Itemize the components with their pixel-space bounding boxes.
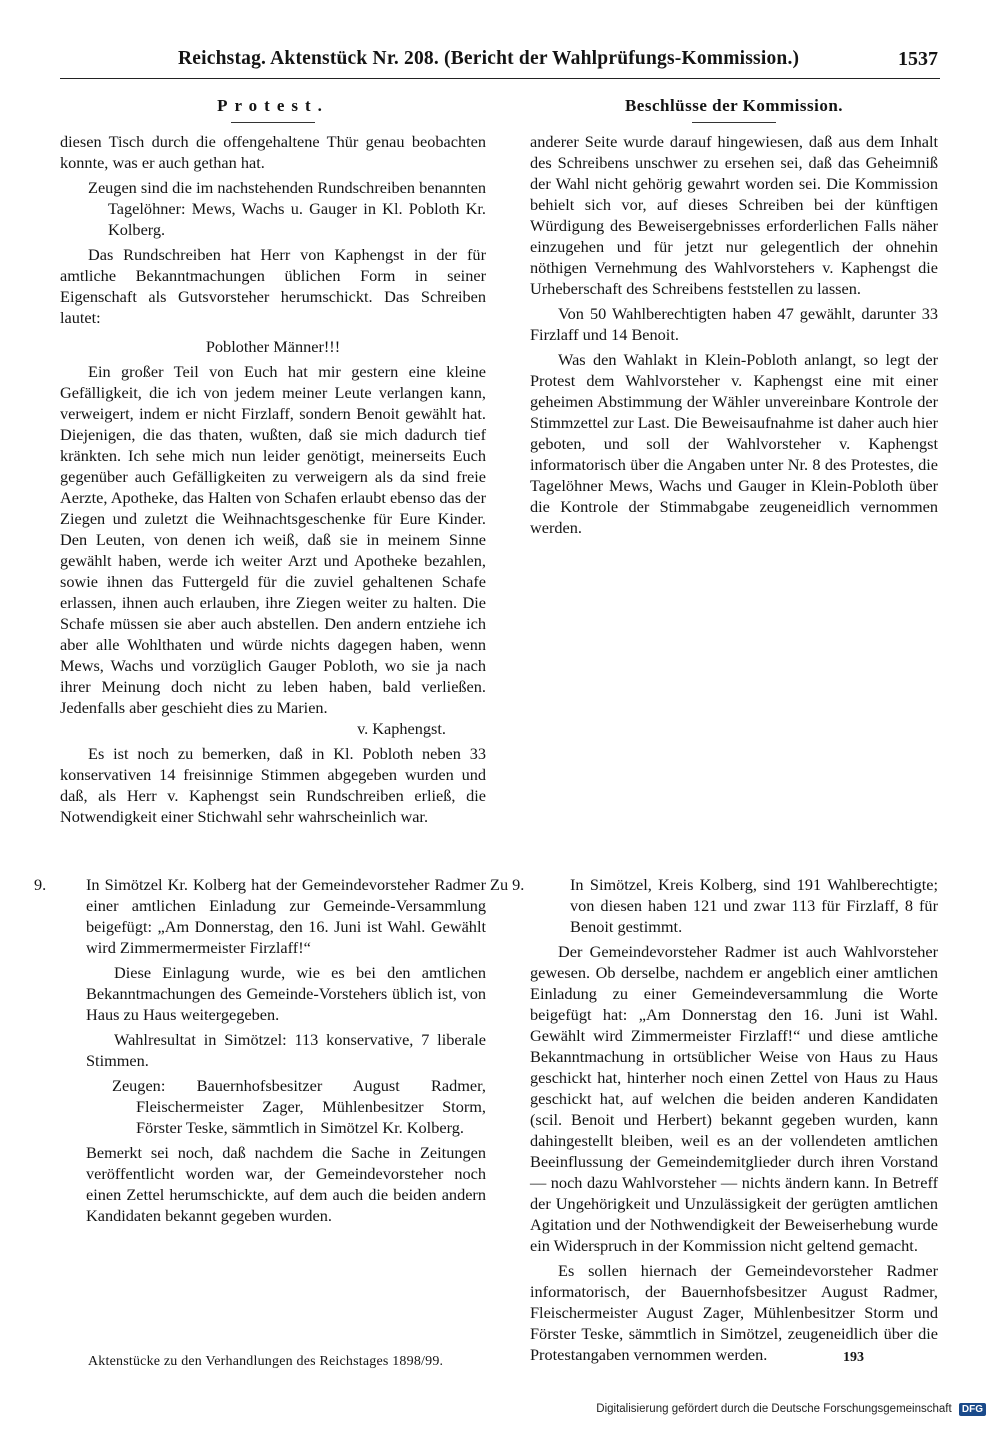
decision-item-9: [490, 874, 938, 1365]
decision-paragraph: Es sollen hiernach der Gemeindevorsteher Radmer informatorisch, der Bauernhofsbesitzer August Radmer, Fleischermeister August Zager, Mühlenbesitzer Storm und Förster Teske, sämmtlich in Simötzel, zeugeneidlich über die Protestangaben vernommen werden.: [530, 1261, 938, 1364]
protest-paragraph: Bemerkt sei noch, daß nachdem die Sache in Zeitungen veröffentlicht worden war, der Gemeindevorsteher noch einen Zettel herumschickte, auf dem auch die beiden andern Kandidaten bekannt gegeben wurden.: [86, 1143, 486, 1225]
witness-paragraph: Zeugen sind die im nachstehenden Rundschreiben benannten Tagelöhner: Mews, Wachs u. Gauger in Kl. Pobloth Kr. Kolberg.: [88, 178, 486, 239]
protest-paragraph: Es ist noch zu bemerken, daß in Kl. Pobloth neben 33 konservativen 14 freisinnige Stimmen abgegeben wurden und daß, als Herr v. Kaphengst sein Rundschreiben erließ, die Notwendigkeit einer Stichwahl sehr wahrscheinlich war.: [60, 744, 486, 826]
footer-signature-mark: 193: [843, 1350, 864, 1365]
decision-paragraph: anderer Seite wurde darauf hingewiesen, daß aus dem Inhalt des Schreibens unschwer zu ersehen sei, daß das Geheimniß der Wahl nicht gehörig gewahrt worden sei. Die Kommission behielt sich vor, auf dieses Schreiben bei der künftigen Würdigung des Beweisergebnisses erforderlichen Falls näher einzugehen und für jetzt nur gelegentlich der ohnehin nöthigen Vernehmung des Wahlvorstehers v. Kaphengst die Urheberschaft des Schreibens feststellen zu lassen.: [530, 132, 938, 298]
letter-salutation: Poblother Männer!!!: [205, 337, 341, 356]
protest-paragraph: Diese Einlagung wurde, wie es bei den amtlichen Bekanntmachungen des Gemeinde-Vorstehers üblich ist, von Haus zu Haus weitergegeben.: [86, 963, 486, 1024]
decisions-heading: Beschlüsse der Kommission.: [624, 96, 844, 115]
protest-column: [60, 96, 486, 827]
protest-paragraph: Das Rundschreiben hat Herr von Kaphengst in der für amtliche Bekanntmachungen üblichen Form in seiner Eigenschaft als Gutsvorsteher herumschickt. Das Schreiben lautet:: [60, 245, 486, 327]
decision-paragraph: Was den Wahlakt in Klein-Pobloth anlangt, so legt der Protest dem Wahlvorsteher v. Kaphengst eine mit einer geheimen Abstimmung der Wähler unvereinbare Kontrole der Stimmzettel zur Last. Die Beweisaufnahme ist daher auch hier geboten, und soll der Wahlvorsteher v. Kaphengst informatorisch über die Angaben unter Nr. 8 des Protestes, die Tagelöhner Mews, Wachs und Gauger in Klein-Pobloth über die Kontrole der Stimmabgabe zeugeneidlich vernommen werden.: [530, 350, 938, 537]
protest-heading: Protest.: [217, 96, 329, 115]
decision-item-9-text: [490, 874, 938, 937]
letter-body: Ein großer Teil von Euch hat mir gestern eine kleine Gefälligkeit, die ich von jedem meiner Leute verlangen kann, verweigert, indem er nicht Firzlaff, sondern Benoit gewählt hat. Diejenigen, die das thaten, wußten, daß sie mich dadurch tief kränkten. Ich sehe mich nun leider genötigt, meinerseits Euch gegenüber auch Gefälligkeiten zu verweigern als da sind freie Aerzte, Apotheke, das Halten von Schafen erlaubt ebenso das der Ziegen und zuletzt die Weihnachtsgeschenke für Eure Kinder. Den Leuten, von denen ich weiß, daß sie in meinem Sinne gewählt haben, werde ich weiter Arzt und Apotheke bezahlen, sowie ihnen das Futtergeld für die zuviel gehaltenen Schafe erlassen, ihnen auch erlauben, ihre Ziegen weiter zu halten. Die Schafe müssen sie aber auch abstellen. Den andern entziehe ich aber alle Wohlthaten und würde nichts dagegen haben, wenn Mews, Wachs und vorzüglich Gauger Pobloth, wo sie ja nach ihrer Meinung doch nicht zu leben haben, bald verließen. Jedenfalls aber geschieht dies zu Marien.: [60, 362, 486, 717]
heading-rule: [692, 122, 776, 123]
protest-item-9: [34, 874, 486, 1226]
decisions-column: [530, 96, 938, 538]
heading-rule: [231, 122, 315, 123]
item-number: Zu 9.: [490, 875, 525, 894]
protest-item-9-text: [34, 874, 486, 958]
witness-paragraph: Zeugen: Bauernhofsbesitzer August Radmer, Fleischermeister Zager, Mühlenbesitzer Storm, Förster Teske, sämmtlich in Simötzel Kr. Kolberg.: [112, 1076, 486, 1137]
page-header: [60, 44, 940, 79]
digitization-text: Digitalisierung gefördert durch die Deutsche Forschungsgemeinschaft: [596, 1403, 952, 1415]
page-number: 1537: [898, 48, 938, 70]
item-text: In Simötzel Kr. Kolberg hat der Gemeindevorsteher Radmer einer amtlichen Einladung zur Gemeinde-Versammlung beigefügt: „Am Donnerstag, den 16. Juni ist Wahl. Gewählt wird Zimmermermeister Firzlaff!“: [86, 875, 486, 957]
footer-source: Aktenstücke zu den Verhandlungen des Reichstages 1898/99.: [88, 1354, 444, 1369]
digitization-note: [596, 1403, 986, 1416]
header-title: Reichstag. Aktenstück Nr. 208. (Bericht der Wahlprüfungs-Kommission.): [178, 48, 800, 69]
decision-paragraph: Von 50 Wahlberechtigten haben 47 gewählt, darunter 33 Firzlaff und 14 Benoit.: [530, 304, 938, 344]
dfg-logo: DFG: [959, 1403, 986, 1416]
letter-signature: v. Kaphengst.: [357, 719, 446, 738]
protest-paragraph: Wahlresultat in Simötzel: 113 konservative, 7 liberale Stimmen.: [86, 1030, 486, 1070]
item-number: 9.: [34, 875, 47, 894]
decision-paragraph: Der Gemeindevorsteher Radmer ist auch Wahlvorsteher gewesen. Ob derselbe, nachdem er angeblich einer amtlichen Einladung zu einer Gemeindeversammlung die Worte beigefügt hat: „Am Donnerstag den 16. Juni ist Wahl. Gewählt wird Zimmermeister Firzlaff!“ und diese amtliche Bekanntmachung in ortsüblicher Weise von Haus zu Haus geschickt hat, hinterher noch einen Zettel von Haus zu Haus geschickt hat, auf welchen die beiden anderen Kandidaten (scil. Benoit und Herbert) bekannt gegeben wurden, kann dahingestellt bleiben, weil es an der vollendeten amtlichen Beeinflussung der Gemeindemitglieder durch ihren Vorstand — noch dazu Wahlvorsteher — nichts ändern kann. In Betreff der Ungehörigkeit und Unzulässigkeit der gerügten amtlichen Agitation und der Nothwendigkeit der Beweiserhebung wurde ein Widerspruch in der Kommission nicht geltend gemacht.: [530, 942, 938, 1255]
item-text: In Simötzel, Kreis Kolberg, sind 191 Wahlberechtigte; von diesen haben 121 und zwar 113 für Firzlaff, 8 für Benoit gestimmt.: [570, 875, 938, 936]
protest-paragraph: diesen Tisch durch die offengehaltene Thür genau beobachten konnte, was er auch gethan hat.: [60, 132, 486, 172]
